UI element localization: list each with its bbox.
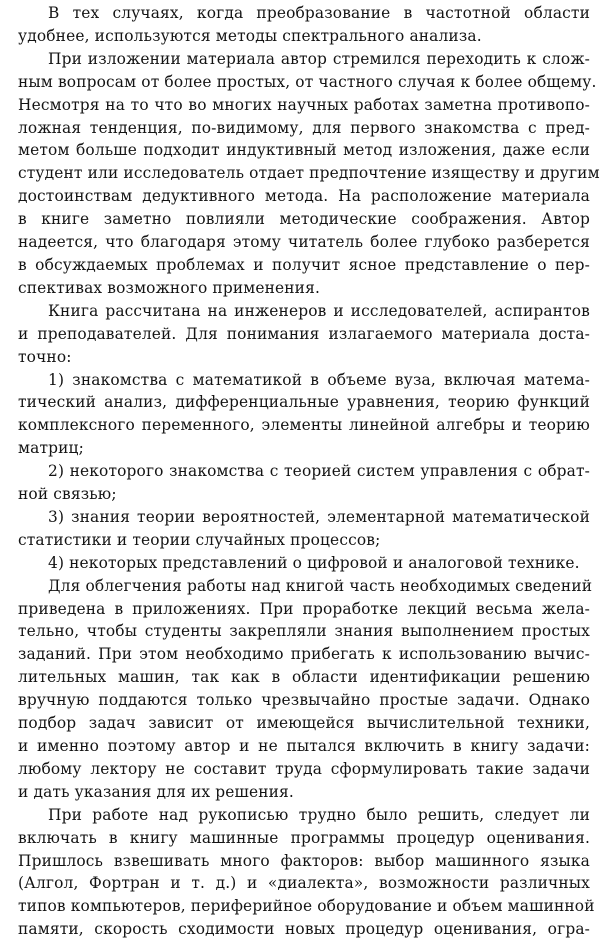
text-line: ложная тенденция, по-видимому, для первого знакомства с пред- [18, 118, 590, 137]
text-line: любому лектору не составит труда сформулировать такие задачи [18, 759, 590, 778]
text-line: в книге заметно повлияли методические соображения. Автор [18, 210, 590, 229]
paragraph [18, 2, 590, 48]
text-line: Пришлось взвешивать много факторов: выбор машинного языка [18, 851, 590, 870]
text-line: матриц; [18, 439, 84, 458]
text-line: 4) некоторых представлений о цифровой и аналоговой технике. [48, 553, 580, 572]
text-line: заданий. При этом необходимо прибегать к использованию вычис- [18, 645, 590, 664]
text-line: точно: [18, 347, 72, 366]
text-line: и именно поэтому автор и не пытался включить в книгу задачи: [18, 737, 590, 755]
text-line: При изложении материала автор стремился переходить к слож- [48, 49, 590, 68]
text-line: удобнее, используются методы спектрального анализа. [18, 26, 482, 45]
text-line: включать в книгу машинные программы процедур оценивания. [18, 828, 590, 847]
text-line: статистики и теории случайных процессов; [18, 530, 381, 549]
paragraph [18, 460, 590, 506]
document-page [18, 2, 600, 941]
text-line: (Алгол, Фортран и т. д.) и «диалекта», возможности различных [18, 874, 590, 893]
text-line: надеется, что благодаря этому читатель более глубоко разберется [18, 233, 590, 252]
text-line: 2) некоторого знакомства с теорией систем управления с обрат- [48, 462, 590, 481]
text-line: 3) знания теории вероятностей, элементарной математической [48, 507, 590, 526]
text-line: При работе над рукописью трудно было решить, следует ли [48, 805, 590, 824]
text-line: вручную поддаются только чрезвычайно простые задачи. Однако [18, 691, 590, 710]
text-line: тельно, чтобы студенты закрепляли знания выполнением простых [18, 622, 590, 641]
text-line: ным вопросам от более простых, от частного случая к более общему. [18, 72, 597, 91]
text-line: и преподавателей. Для понимания излагаемого материала доста- [18, 324, 590, 343]
text-line: комплексного переменного, элементы линейной алгебры и теорию [18, 416, 590, 435]
text-line: ной связью; [18, 485, 117, 504]
paragraph [18, 575, 593, 804]
text-line: приведена в приложениях. При проработке лекций весьма жела- [18, 599, 590, 618]
paragraph [18, 48, 600, 300]
text-line: лительных машин, так как в области идентификации решению [18, 668, 590, 687]
text-line: Несмотря на то что во многих научных работах заметна противопо- [18, 95, 590, 114]
text-line: Для облегчения работы над книгой часть необходимых сведений [48, 576, 593, 595]
text-line: Книга рассчитана на инженеров и исследователей, аспирантов [48, 301, 590, 320]
text-line: В тех случаях, когда преобразование в частотной области [48, 4, 590, 22]
text-line: в обсуждаемых проблемах и получит ясное представление о пер- [18, 255, 590, 274]
paragraph [18, 506, 590, 552]
text-line: памяти, скорость сходимости новых процедур оценивания, огра- [18, 920, 590, 939]
text-line: достоинствам дедуктивного метода. На расположение материала [18, 187, 590, 206]
paragraph [18, 300, 590, 369]
paragraph [18, 552, 590, 575]
paragraph [18, 804, 595, 941]
text-line: и дать указания для их решения. [18, 782, 294, 801]
text-line: спективах возможного применения. [18, 278, 320, 297]
text-line: подбор задач зависит от имеющейся вычислительной техники, [18, 714, 590, 733]
text-line: студент или исследователь отдает предпочтение изяществу и другим [18, 164, 600, 183]
text-line: 1) знакомства с математикой в объеме вуза, включая матема- [48, 370, 590, 389]
text-line: тический анализ, дифференциальные уравнения, теорию функций [18, 393, 590, 412]
text-line: метом больше подходит индуктивный метод изложения, даже если [18, 141, 590, 160]
paragraph [18, 369, 590, 461]
text-line: типов компьютеров, периферийное оборудование и объем машинной [18, 897, 595, 916]
